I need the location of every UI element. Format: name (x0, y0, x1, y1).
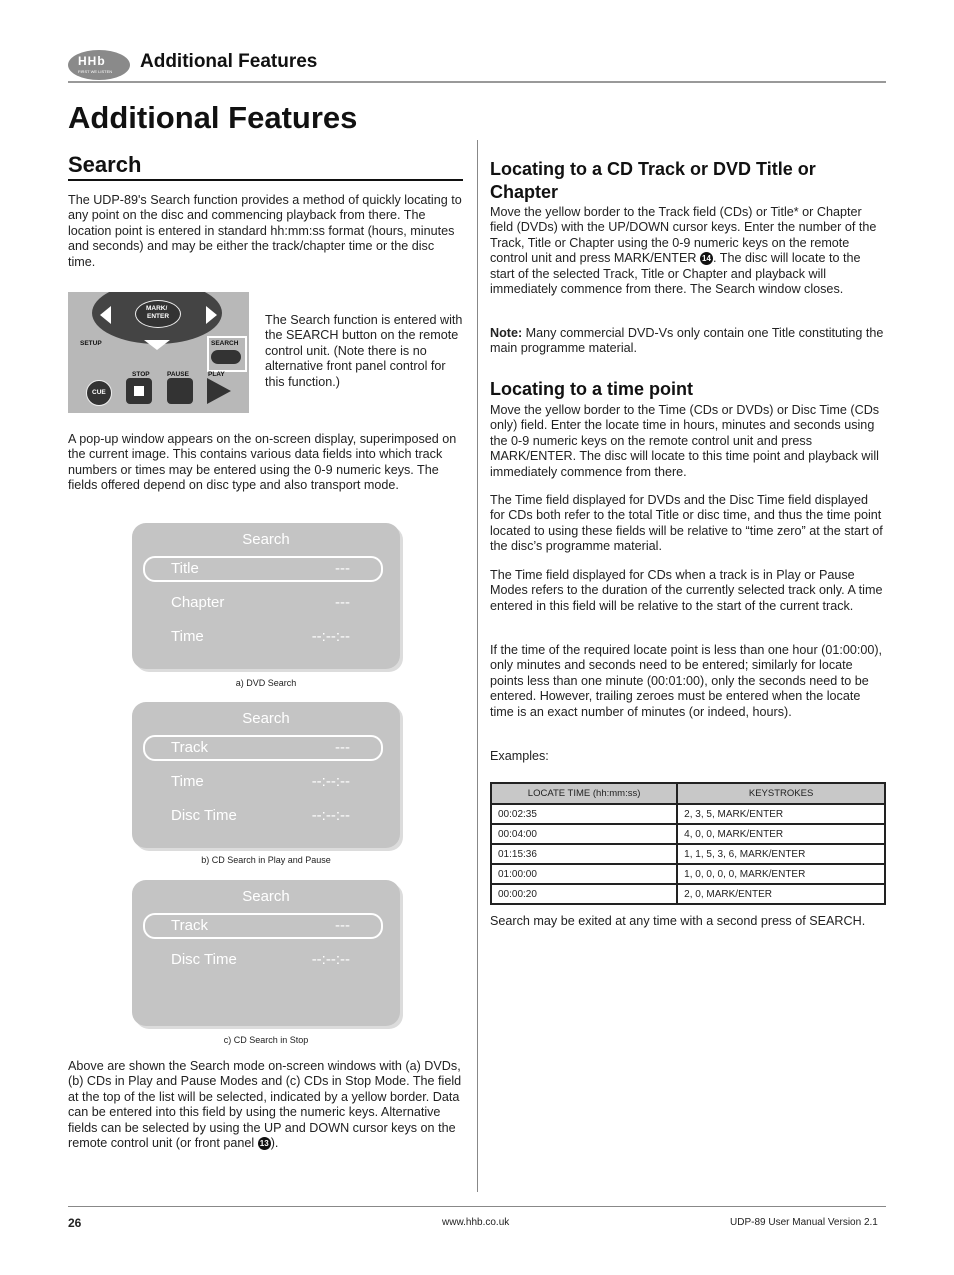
track-text-a: Move the yellow border to the Track field (CDs) or Title* or Chapter field (DVDs) with the UP/DOWN cursor keys. Enter the number of the Track, Title or Chapter using the 0-9 numeric keys on the remote control unit and press MARK/ENTER (490, 205, 877, 266)
closing-text: Above are shown the Search mode on-screen windows with (a) DVDs, (b) CDs in Play and Pause Modes and (c) CDs in Stop Mode. The field at the top of the list will be selected, indicated by a yellow border. Data can be entered into this field by using the numeric keys. Alternative fields can be selected by using the UP and DOWN cursor keys on the remote control unit (or front panel (68, 1059, 462, 1151)
note-label: Note: (490, 326, 523, 340)
cue-label: CUE (92, 389, 106, 396)
field-value: --- (335, 594, 350, 611)
locate-track-paragraph (490, 205, 886, 297)
ref-13-icon: 13 (258, 1137, 271, 1150)
keystrokes-cell: 4, 0, 0, MARK/ENTER (677, 824, 885, 844)
field-label: Track (171, 739, 208, 756)
field-label: Title (171, 560, 199, 577)
mark-label: MARK/ (146, 305, 168, 312)
table-row (491, 824, 885, 844)
keystrokes-cell: 1, 0, 0, 0, 0, MARK/ENTER (677, 864, 885, 884)
search-heading-rule (68, 179, 463, 181)
remote-caption: The Search function is entered with the SEARCH button on the remote control unit. (Note there is no alternative front panel control for this function.) (265, 313, 463, 389)
footer-rule (68, 1206, 886, 1207)
brand-logo (68, 50, 130, 80)
logo-subtext: FIRST WE LISTEN (78, 69, 113, 74)
locate-time-cell: 01:15:36 (491, 844, 677, 864)
locate-time-cell: 00:00:20 (491, 884, 677, 904)
field-value: --- (335, 739, 350, 756)
keystrokes-cell: 2, 3, 5, MARK/ENTER (677, 804, 885, 824)
keystrokes-cell: 1, 1, 5, 3, 6, MARK/ENTER (677, 844, 885, 864)
logo-text: HHb (78, 54, 106, 68)
time-paragraph-4: If the time of the required locate point is less than one hour (01:00:00), only minutes and seconds need to be entered; similarly for locate points less than one minute (00:01:00), only the seconds need to be entered. However, trailing zeroes must be entered when the locate time is an exact number of minutes (or indeed, hours). (490, 643, 883, 719)
locate-track-heading: Locating to a CD Track or DVD Title or Chapter (490, 159, 816, 202)
page-number: 26 (68, 1216, 82, 1230)
cd-play-search-window (132, 702, 400, 848)
figure-caption: c) CD Search in Stop (223, 1035, 309, 1045)
field-value: --:--:-- (311, 628, 350, 645)
keystrokes-table (490, 782, 886, 905)
track-text-b: . The disc will locate to the start of the selected Track, Title or Chapter and playback will immediately commence from there. The Search window closes. (490, 251, 861, 297)
closing-end: ). (270, 1136, 279, 1151)
popup-paragraph: A pop-up window appears on the on-screen display, superimposed on the current image. This contains various data fields into which track numbers or times may be entered using the 0-9 numeric keys. The fields offered depend on disc type and also transport mode. (68, 432, 457, 493)
time-paragraph-2: The Time field displayed for DVDs and the Disc Time field displayed for CDs both refer to the total Title or disc time, and thus the time point located to using these fields will be relative to “time zero” at the start of the disc’s programme material. (490, 493, 883, 554)
table-row (491, 804, 885, 824)
locate-time-cell: 00:04:00 (491, 824, 677, 844)
figure-caption: a) DVD Search (235, 678, 297, 688)
search-heading: Search (68, 152, 142, 177)
page-title: Additional Features (68, 100, 358, 135)
ref-14-icon: 14 (700, 252, 713, 265)
field-label: Time (171, 773, 204, 790)
exit-paragraph: Search may be exited at any time with a second press of SEARCH. (490, 914, 866, 928)
time-paragraph-3: The Time field displayed for CDs when a track is in Play or Pause Modes refers to the duration of the currently selected track only. A time entered in this field will be relative to the start of the current track. (490, 568, 883, 613)
table-row (491, 844, 885, 864)
table-header-row (491, 783, 885, 804)
dvd-search-window (132, 523, 400, 669)
cd-stop-search-window (132, 880, 400, 1026)
note-paragraph (490, 326, 886, 357)
column-header: KEYSTROKES (677, 783, 885, 804)
footer-url: www.hhb.co.uk (442, 1217, 510, 1228)
table-row (491, 884, 885, 904)
column-header: LOCATE TIME (hh:mm:ss) (491, 783, 677, 804)
field-label: Track (171, 917, 208, 934)
field-label: Disc Time (171, 951, 237, 968)
pause-label: PAUSE (167, 371, 189, 378)
header-rule (68, 81, 886, 83)
field-value: --:--:-- (311, 951, 350, 968)
note-text: Many commercial DVD-Vs only contain one Title constituting the main programme material. (490, 326, 884, 356)
locate-time-heading: Locating to a time point (490, 379, 693, 399)
setup-label: SETUP (80, 340, 102, 347)
column-divider (477, 140, 478, 1192)
stop-label: STOP (132, 371, 150, 378)
field-label: Time (171, 628, 204, 645)
search-label: SEARCH (211, 340, 239, 347)
field-value: --- (335, 560, 350, 577)
section-header: Additional Features (140, 51, 318, 72)
field-value: --:--:-- (311, 773, 350, 790)
examples-label: Examples: (490, 749, 549, 763)
window-title: Search (242, 531, 290, 548)
time-paragraph-1: Move the yellow border to the Time (CDs or DVDs) or Disc Time (CDs only) field. Enter the locate time in hours, minutes and seconds using the 0-9 numeric keys on the remote control unit and press MARK/ENTER. The disc will locate to this time point and playback will immediately commence from there. (490, 403, 880, 479)
field-value: --- (335, 917, 350, 934)
window-title: Search (242, 888, 290, 905)
table-row (491, 864, 885, 884)
field-label: Chapter (171, 594, 225, 611)
window-title: Search (242, 710, 290, 727)
closing-paragraph (68, 1059, 464, 1151)
field-label: Disc Time (171, 807, 237, 824)
figure-caption: b) CD Search in Play and Pause (201, 855, 331, 865)
play-label: PLAY (208, 371, 225, 378)
enter-label: ENTER (147, 313, 170, 320)
footer-manual-version: UDP-89 User Manual Version 2.1 (730, 1217, 878, 1228)
locate-time-cell: 01:00:00 (491, 864, 677, 884)
keystrokes-cell: 2, 0, MARK/ENTER (677, 884, 885, 904)
remote-control-image (68, 292, 249, 413)
locate-time-cell: 00:02:35 (491, 804, 677, 824)
field-value: --:--:-- (311, 807, 350, 824)
search-intro: The UDP-89's Search function provides a method of quickly locating to any point on the disc and commencing playback from there. The location point is entered in standard hh:mm:ss format (hours, minutes and seconds) and may be either the track/chapter time or the disc time. (68, 193, 462, 269)
